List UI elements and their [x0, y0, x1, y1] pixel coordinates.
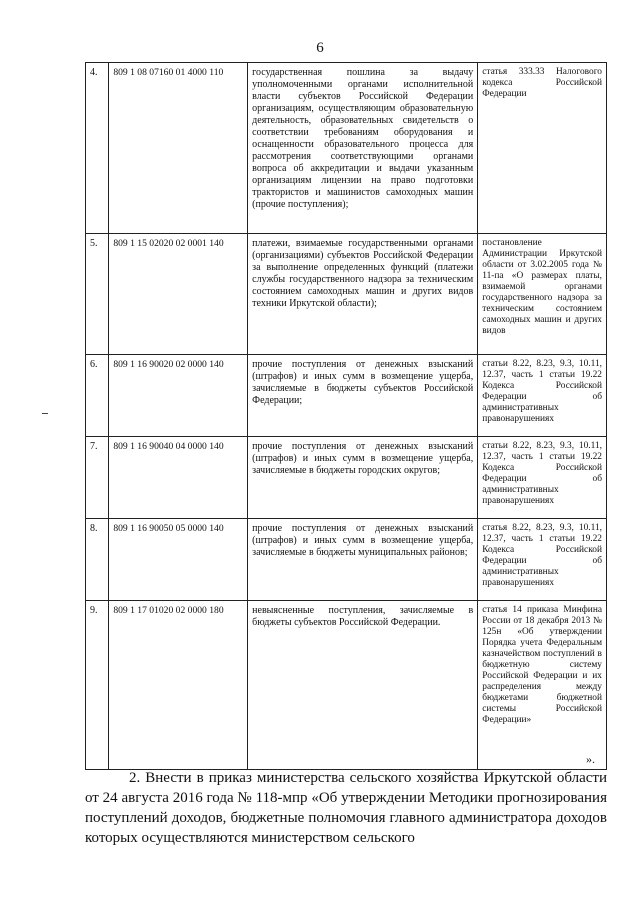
revenue-description: прочие поступления от денежных взысканий (штрафов) и иных сумм в возмещение ущерба, зачисляемые в бюджеты городских округов; — [248, 437, 478, 519]
margin-mark — [42, 413, 48, 414]
row-number: 6. — [86, 355, 109, 437]
revenue-description: невыясненные поступления, зачисляемые в бюджеты субъектов Российской Федерации. — [248, 601, 478, 770]
row-number: 9. — [86, 601, 109, 770]
legal-basis: статья 8.22, 8.23, 9.3, 10.11, 12.37, часть 1 статьи 19.22 Кодекса Российской Федерации об административных правонарушениях — [478, 519, 607, 601]
revenue-code: 809 1 17 01020 02 0000 180 — [109, 601, 248, 770]
table-row — [86, 437, 607, 519]
row-number: 5. — [86, 234, 109, 355]
legal-basis: статья 14 приказа Минфина России от 18 декабря 2013 № 125н «Об утверждении Порядка учета Федеральным казначейством поступлений в бюджетную систему Российской Федерации и их распределения между бюджетами бюджетной системы Российской Федерации» — [478, 601, 607, 770]
legal-basis: статья 333.33 Налогового кодекса Российской Федерации — [478, 63, 607, 234]
page-number: 6 — [316, 40, 324, 56]
table-row — [86, 519, 607, 601]
amendment-paragraph: 2. Внести в приказ министерства сельского хозяйства Иркутской области от 24 августа 2016 года № 118-мпр «Об утверждении Методики прогнозирования поступлений доходов, бюджетные полномочия главного администратора доходов которых осуществляются министерством сельского — [85, 770, 607, 846]
legal-basis: статьи 8.22, 8.23, 9.3, 10.11, 12.37, часть 1 статьи 19.22 Кодекса Российской Федерации об административных правонарушениях — [478, 437, 607, 519]
closing-quote: ». — [586, 752, 595, 766]
revenue-code: 809 1 15 02020 02 0001 140 — [109, 234, 248, 355]
revenue-description: государственная пошлина за выдачу уполномоченными органами исполнительной власти субъектов Российской Федерации организациям, осуществляющим образовательную деятельность, образовательных свидетельств о соответствии требованиям оборудования и оснащенности образовательного процесса для рассмотрения соответствующими органами вопроса об аккредитации и выдачи указанным организациям лицензии на право подготовки трактористов и машинистов самоходных машин (прочие поступления); — [248, 63, 478, 234]
table-row — [86, 234, 607, 355]
row-number: 8. — [86, 519, 109, 601]
legal-basis: постановление Администрации Иркутской области от 3.02.2005 года № 11-па «О размерах платы, взимаемой органами государственного надзора за техническим состоянием самоходных машин и других видов — [478, 234, 607, 355]
revenue-description: платежи, взимаемые государственными органами (организациями) субъектов Российской Федерации за выполнение определенных функций (платежи службы государственного надзора за техническим состоянием самоходных машин и других видов техники Иркутской области); — [248, 234, 478, 355]
revenue-code: 809 1 08 07160 01 4000 110 — [109, 63, 248, 234]
table-row — [86, 601, 607, 770]
row-number: 4. — [86, 63, 109, 234]
row-number: 7. — [86, 437, 109, 519]
table-row — [86, 355, 607, 437]
revenue-description: прочие поступления от денежных взысканий (штрафов) и иных сумм в возмещение ущерба, зачисляемые в бюджеты муниципальных районов; — [248, 519, 478, 601]
revenue-code: 809 1 16 90020 02 0000 140 — [109, 355, 248, 437]
table-row — [86, 63, 607, 234]
revenue-codes-table — [85, 62, 607, 770]
revenue-code: 809 1 16 90050 05 0000 140 — [109, 519, 248, 601]
legal-basis: статьи 8.22, 8.23, 9.3, 10.11, 12.37, часть 1 статьи 19.22 Кодекса Российской Федерации об административных правонарушениях — [478, 355, 607, 437]
revenue-code: 809 1 16 90040 04 0000 140 — [109, 437, 248, 519]
revenue-description: прочие поступления от денежных взысканий (штрафов) и иных сумм в возмещение ущерба, зачисляемые в бюджеты субъектов Российской Федерации; — [248, 355, 478, 437]
